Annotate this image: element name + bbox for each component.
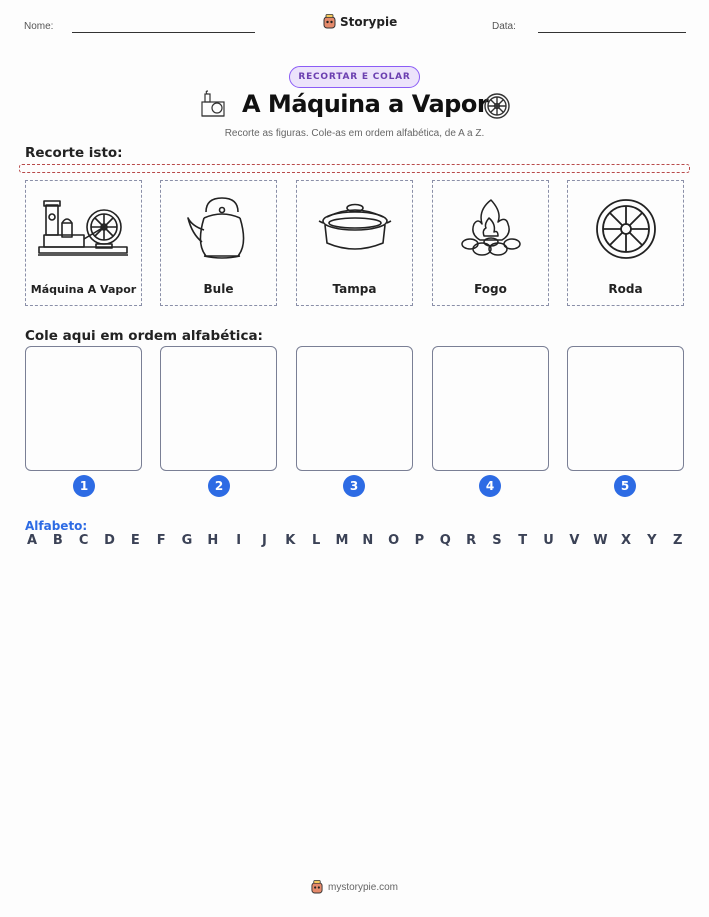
paste-box-1[interactable]: [25, 346, 142, 471]
alphabet-letter: Z: [672, 533, 683, 548]
alphabet-letter: T: [518, 533, 528, 548]
cut-card-label: Tampa: [332, 282, 377, 296]
storypie-mascot-icon: [323, 14, 336, 29]
cut-card-steam-engine[interactable]: [25, 180, 142, 306]
cut-card-fire[interactable]: [432, 180, 549, 306]
alphabet-letter: S: [492, 533, 502, 548]
alphabet-letter: G: [181, 533, 193, 548]
alphabet-letter: V: [569, 533, 580, 548]
alphabet-letter: C: [78, 533, 89, 548]
alphabet-letter: M: [335, 533, 349, 548]
footer: [0, 880, 709, 894]
alphabet-row: [25, 533, 685, 548]
name-line[interactable]: [72, 32, 255, 33]
slot-number: 4: [479, 475, 501, 497]
kettle-icon: [184, 196, 254, 262]
alphabet-letter: P: [414, 533, 425, 548]
slot-number: 5: [614, 475, 636, 497]
slot-number: 3: [343, 475, 365, 497]
wheel-title-icon: [483, 92, 511, 120]
cut-section-title: Recorte isto:: [25, 145, 123, 161]
paste-box-2[interactable]: [160, 346, 277, 471]
brand-logo: [323, 14, 397, 29]
alphabet-letter: J: [262, 533, 267, 548]
paste-box-4[interactable]: [432, 346, 549, 471]
alphabet-letter: U: [543, 533, 554, 548]
storypie-mascot-icon: [311, 880, 323, 894]
alphabet-letter: K: [285, 533, 296, 548]
slot-number: 2: [208, 475, 230, 497]
pot-lid-icon: [317, 199, 393, 259]
alphabet-letter: B: [52, 533, 63, 548]
alphabet-letter: H: [207, 533, 219, 548]
cut-card-wheel[interactable]: [567, 180, 684, 306]
cut-card-label: Bule: [203, 282, 234, 296]
alphabet-letter: F: [156, 533, 166, 548]
alphabet-letter: I: [236, 533, 242, 548]
cut-card-label: Roda: [608, 282, 643, 296]
cut-card-label: Fogo: [474, 282, 507, 296]
date-label: Data:: [492, 21, 516, 32]
wheel-icon: [594, 197, 658, 261]
alphabet-letter: L: [311, 533, 321, 548]
paste-box-5[interactable]: [567, 346, 684, 471]
brand-name: Storypie: [340, 14, 398, 29]
alphabet-letter: X: [621, 533, 632, 548]
alphabet-letter: E: [130, 533, 140, 548]
page-title: A Máquina a Vapor: [242, 90, 489, 118]
footer-site: mystorypie.com: [327, 881, 398, 893]
paste-section-title: Cole aqui em ordem alfabética:: [25, 328, 263, 344]
alphabet-letter: Q: [439, 533, 451, 548]
cut-card-lid[interactable]: [296, 180, 413, 306]
date-line[interactable]: [538, 32, 686, 33]
steam-engine-icon: [36, 193, 132, 265]
paste-box-3[interactable]: [296, 346, 413, 471]
cut-card-label: Máquina A Vapor: [30, 283, 137, 296]
alphabet-letter: W: [593, 533, 608, 548]
name-label: Nome:: [24, 21, 54, 32]
alphabet-letter: Y: [647, 533, 657, 548]
alphabet-letter: D: [104, 533, 115, 548]
alphabet-letter: A: [26, 533, 38, 548]
instructions: Recorte as figuras. Cole-as em ordem alfabética, de A a Z.: [224, 128, 485, 139]
cut-card-kettle[interactable]: [160, 180, 277, 306]
activity-badge: RECORTAR E COLAR: [289, 66, 420, 88]
steam-engine-title-icon: [199, 90, 227, 120]
alphabet-letter: R: [466, 533, 477, 548]
fire-icon: [458, 196, 524, 262]
alphabet-title: Alfabeto:: [25, 519, 88, 533]
alphabet-letter: O: [388, 533, 400, 548]
alphabet-letter: N: [362, 533, 374, 548]
slot-number: 1: [73, 475, 95, 497]
cut-line: [19, 164, 690, 173]
